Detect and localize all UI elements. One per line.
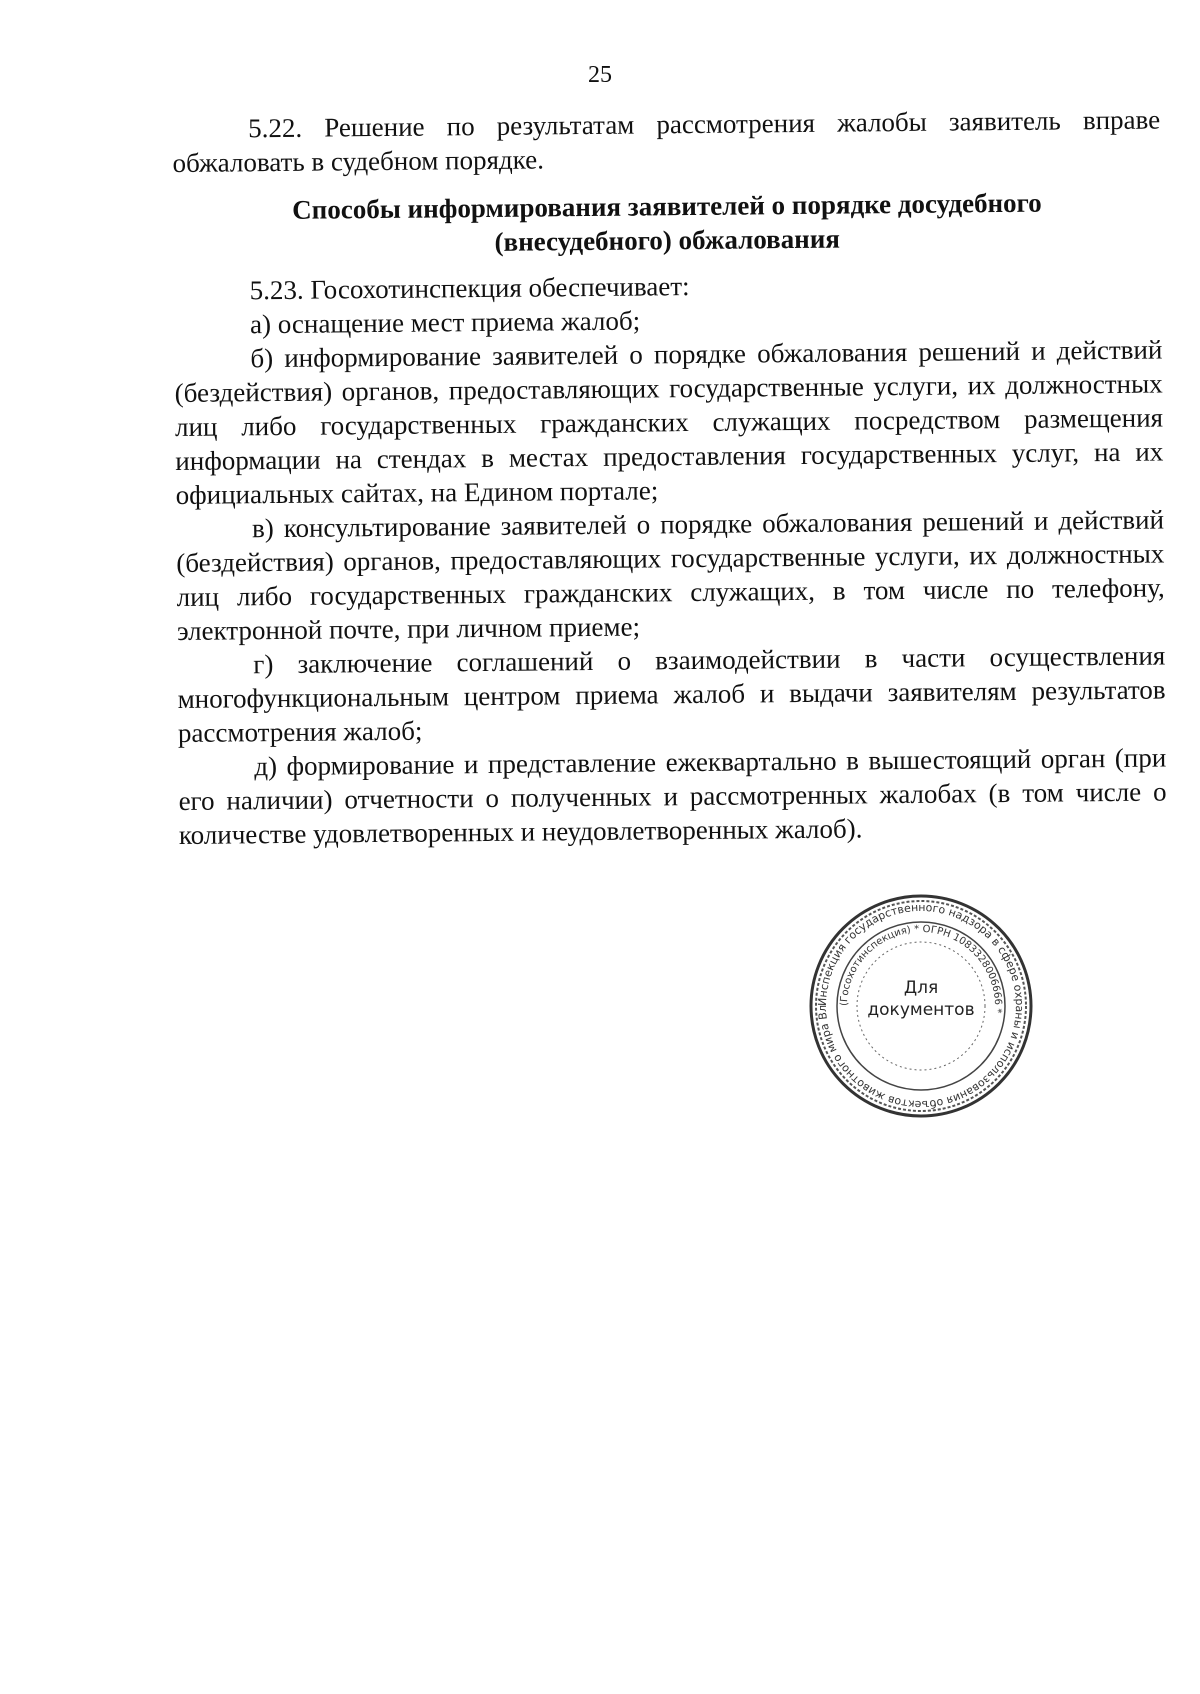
list-item-v: в) консультирование заявителей о порядке обжалования решений и действий (бездействия) органов, предоставляющих государственные услуги, их должностных лиц либо государственных гражданских служащих, в том числе по телефону, электронной почте, при личном приеме;: [176, 504, 1165, 646]
paragraph-5-22: 5.22. Решение по результатам рассмотрения жалобы заявитель вправе обжаловать в судебном порядке.: [172, 104, 1161, 178]
heading-line-2: (внесудебного) обжалования: [494, 223, 841, 257]
seal-center-line-1: Для: [903, 978, 939, 998]
list-item-a: а) оснащение мест приема жалоб;: [249, 305, 641, 340]
list-item-b: б) информирование заявителей о порядке обжалования решений и действий (бездействия) органов, предоставляющих государственные услуги, их должностных лиц либо государственных гражданских служащих посредством размещения информации на стендах в местах предоставления государственных услуг, на их официальных сайтах, на Едином портале;: [174, 334, 1164, 510]
section-heading: [173, 185, 1162, 262]
seal-center-label: [808, 977, 1034, 1021]
list-item-g: г) заключение соглашений о взаимодействии в части осуществления многофункциональным центром приема жалоб и выдачи заявителям результатов рассмотрения жалоб;: [177, 640, 1166, 748]
document-body: [172, 103, 1167, 852]
paragraph-5-23-intro: 5.23. Госохотинспекция обеспечивает:: [249, 271, 690, 306]
seal-center-line-2: документов: [867, 1000, 975, 1020]
page-number: 25: [588, 62, 612, 88]
heading-line-1: Способы информирования заявителей о порядке досудебного: [292, 187, 1042, 225]
seal-inner-text: (Госохотинспекция) * ОГРН 1083328006666 *: [838, 923, 1004, 1014]
seal-outer-text: Инспекция государственного надзора в сфере охраны и использования объектов животного мира Вл: [815, 900, 1027, 1112]
list-item-d: д) формирование и представление ежеквартально в вышестоящий орган (при его наличии) отчетности о полученных и рассмотренных жалобах (в том числе о количестве удовлетворенных и неудовлетворенных жалоб).: [178, 742, 1167, 850]
official-seal: [808, 893, 1034, 1119]
